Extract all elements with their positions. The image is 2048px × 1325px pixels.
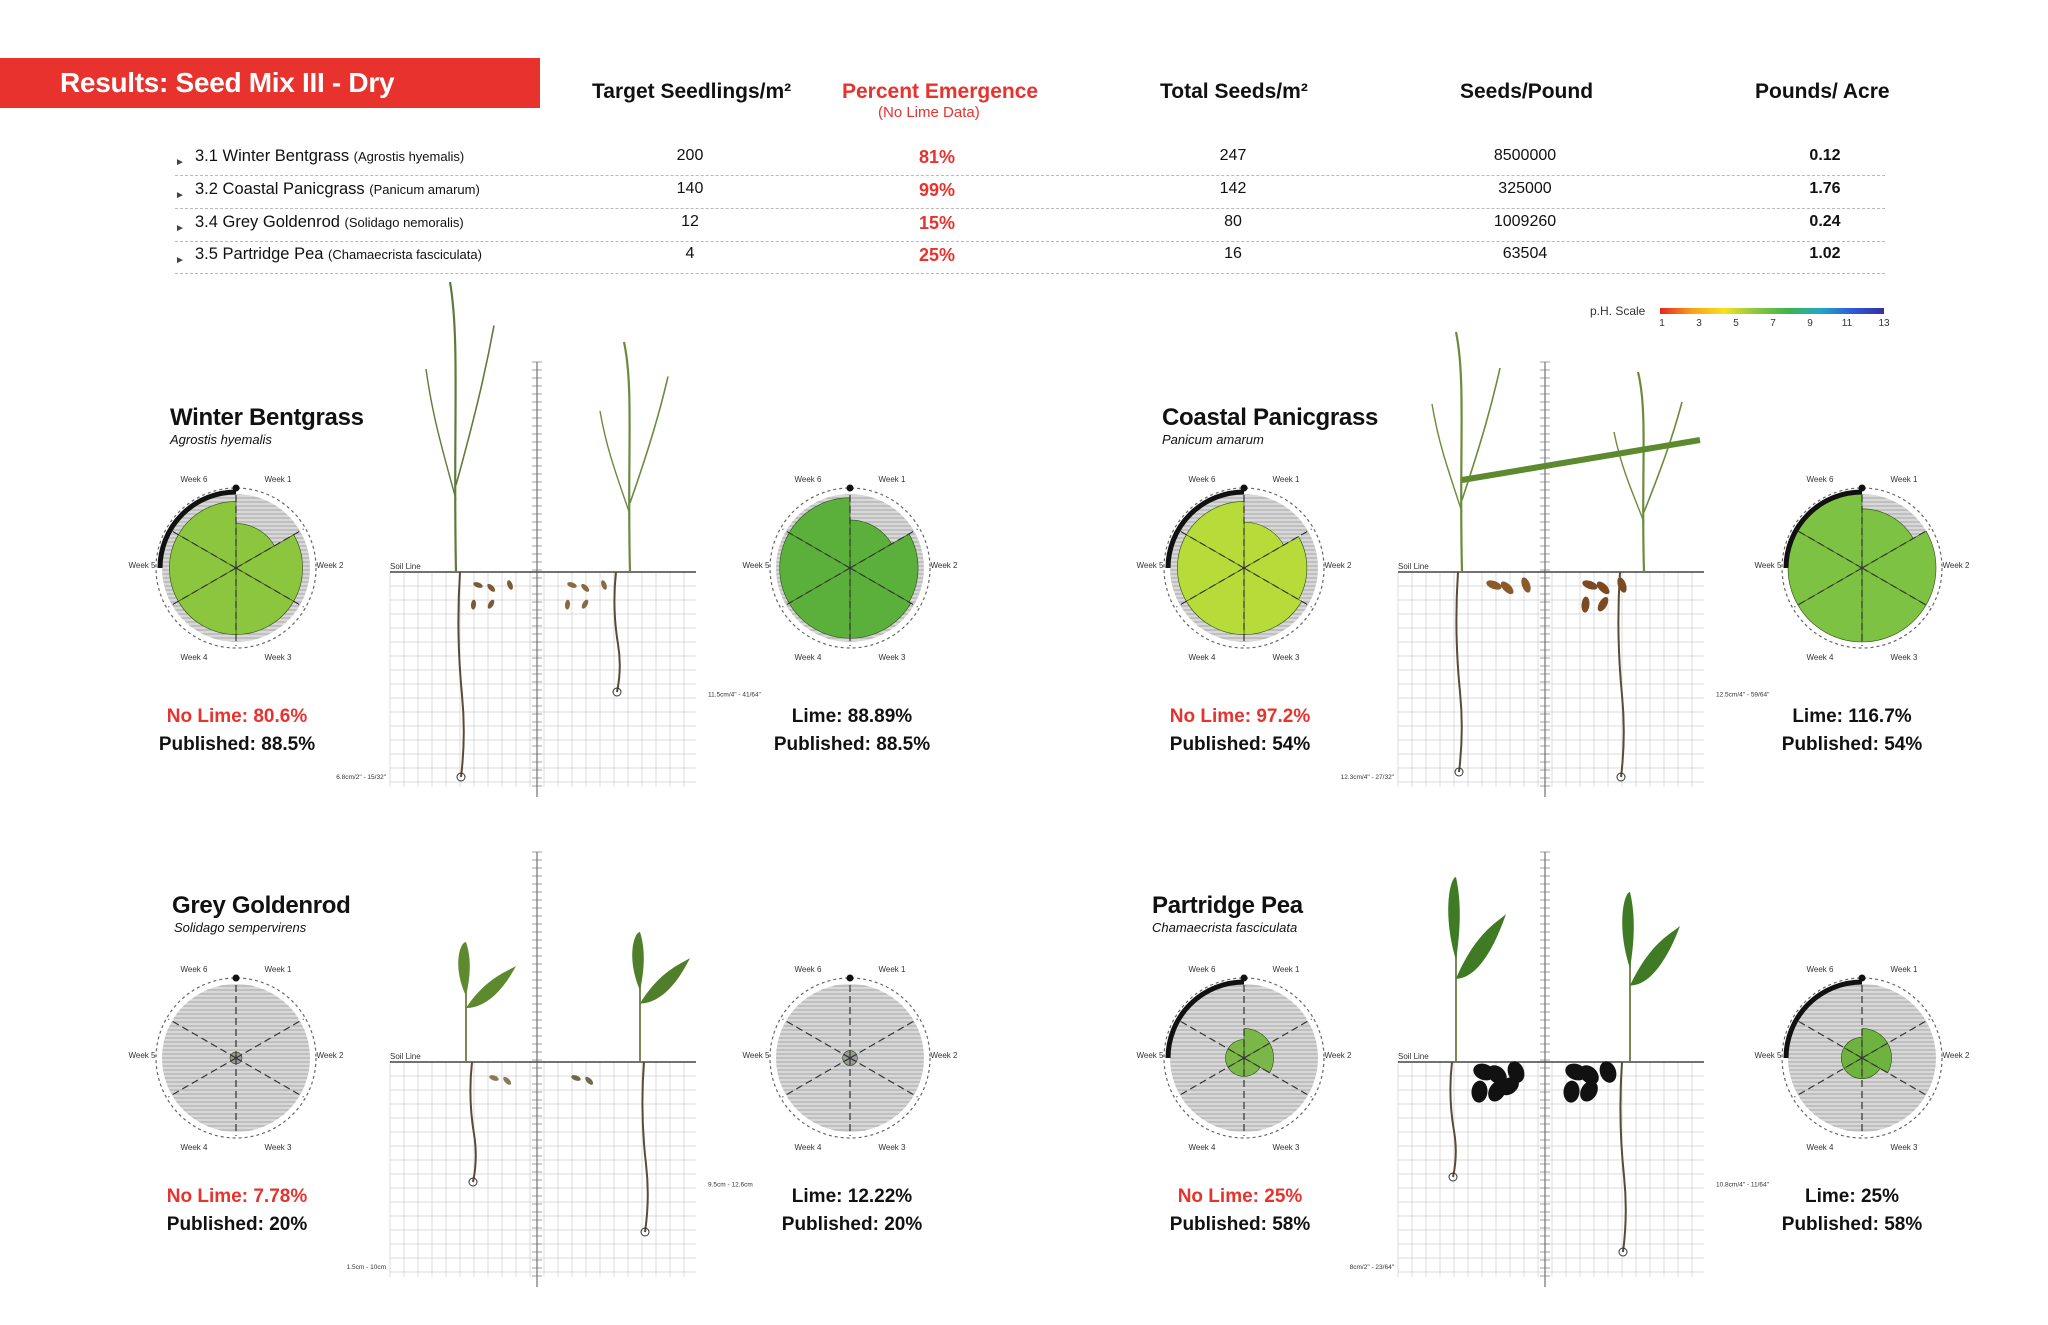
root-growth-grid xyxy=(336,362,761,797)
seed xyxy=(1485,579,1503,592)
row-target: 4 xyxy=(685,245,695,262)
plant-leaf xyxy=(600,411,630,515)
radial-start-dot xyxy=(233,975,240,982)
seed xyxy=(486,583,497,594)
roots-length-label: 6.8cm/2" - 15/32" xyxy=(336,774,386,781)
col-seeds-pound: Seeds/Pound xyxy=(1460,80,1594,103)
no-lime-stat: No Lime: 97.2% xyxy=(1169,706,1311,727)
root xyxy=(614,572,619,692)
radial-start-dot xyxy=(1241,485,1248,492)
roots-length-label: 9.5cm - 12.6cm xyxy=(708,1181,753,1189)
radial-week-label: Week 1 xyxy=(264,475,292,484)
radial-week-label: Week 6 xyxy=(1188,475,1216,484)
seed-cluster xyxy=(1485,576,1532,596)
soil-line-label: Soil Line xyxy=(390,562,421,571)
species-title: Winter Bentgrass xyxy=(170,404,364,431)
radial-week-label: Week 6 xyxy=(180,965,208,974)
radial-week-label: Week 2 xyxy=(930,1051,958,1060)
row-target: 140 xyxy=(676,180,704,197)
published-stat: Published: 58% xyxy=(1781,1214,1923,1235)
ph-tick: 13 xyxy=(1878,318,1890,329)
row-target: 200 xyxy=(676,147,704,164)
radial-week-label: Week 1 xyxy=(264,965,292,974)
radial-week-chart xyxy=(129,475,345,662)
seed xyxy=(580,583,591,594)
radial-start-dot xyxy=(847,485,854,492)
radial-week-label: Week 4 xyxy=(794,1143,822,1152)
lime-stat: Lime: 12.22% xyxy=(791,1186,913,1207)
species-sci-name: Chamaecrista fasciculata xyxy=(1152,920,1298,935)
seedling-plant xyxy=(1448,877,1506,1062)
radial-week-label: Week 2 xyxy=(1324,561,1352,570)
plant-stem xyxy=(1638,372,1644,572)
row-emergence: 81% xyxy=(918,147,956,167)
seed xyxy=(1471,1080,1489,1103)
seed xyxy=(1581,579,1599,592)
published-stat: Published: 58% xyxy=(1169,1214,1311,1235)
ph-tick: 3 xyxy=(1696,318,1702,329)
species-title: Coastal Panicgrass xyxy=(1162,404,1379,431)
no-lime-stat: No Lime: 25% xyxy=(1177,1186,1303,1207)
row-species: 3.2 Coastal Panicgrass (Panicum amarum) xyxy=(195,180,480,198)
radial-week-label: Week 6 xyxy=(794,475,822,484)
radial-week-label: Week 2 xyxy=(930,561,958,570)
published-stat: Published: 54% xyxy=(1169,734,1311,755)
radial-week-label: Week 6 xyxy=(1806,965,1834,974)
row-emergence: 15% xyxy=(918,213,956,233)
plant-leaf xyxy=(1456,914,1506,979)
no-lime-stat: No Lime: 80.6% xyxy=(166,706,308,727)
lime-stat: Lime: 88.89% xyxy=(791,706,913,727)
radial-week-chart xyxy=(1755,475,1971,662)
radial-week-label: Week 4 xyxy=(180,653,208,662)
roots-length-label: 10.8cm/4" - 11/64" xyxy=(1716,1181,1769,1189)
seed-cluster xyxy=(1471,1059,1528,1105)
published-stat: Published: 20% xyxy=(781,1214,923,1235)
ph-tick: 11 xyxy=(1841,318,1853,329)
ph-tick: 1 xyxy=(1659,318,1665,329)
species-title: Grey Goldenrod xyxy=(172,892,351,919)
no-lime-stat: No Lime: 7.78% xyxy=(166,1186,308,1207)
published-stat: Published: 88.5% xyxy=(158,734,316,755)
species-sci-name: Panicum amarum xyxy=(1162,432,1264,447)
col-pounds-acre: Pounds/ Acre xyxy=(1755,80,1890,103)
soil-line-label: Soil Line xyxy=(1398,562,1429,571)
ph-scale-title: p.H. Scale xyxy=(1590,304,1646,318)
row-emergence: 25% xyxy=(918,245,956,265)
radial-week-label: Week 6 xyxy=(1188,965,1216,974)
radial-week-label: Week 5 xyxy=(128,561,156,570)
seed xyxy=(1581,596,1590,613)
seedling-plant xyxy=(632,932,690,1062)
root-growth-grid xyxy=(1350,852,1770,1287)
species-sci-name: Solidago sempervirens xyxy=(174,920,307,935)
radial-week-label: Week 1 xyxy=(1890,965,1918,974)
row-total: 247 xyxy=(1219,147,1247,164)
row-total: 142 xyxy=(1219,180,1247,197)
radial-week-label: Week 5 xyxy=(742,561,770,570)
ph-tick: 5 xyxy=(1733,318,1739,329)
radial-week-label: Week 4 xyxy=(1806,653,1834,662)
radial-week-label: Week 1 xyxy=(878,965,906,974)
seedling-plant xyxy=(1432,332,1500,572)
seedling-plant xyxy=(426,282,494,572)
row-target: 12 xyxy=(681,213,699,230)
results-title-banner: Results: Seed Mix III - Dry Specialists xyxy=(0,58,540,108)
radial-week-label: Week 1 xyxy=(878,475,906,484)
roots-length-label: 1.5cm - 10cm xyxy=(346,1264,386,1271)
row-seeds-pound: 63504 xyxy=(1502,245,1548,262)
plant-leaf xyxy=(458,942,470,996)
seed xyxy=(1520,576,1533,594)
radial-week-label: Week 5 xyxy=(1136,561,1164,570)
radial-week-label: Week 5 xyxy=(128,1051,156,1060)
row-species: 3.1 Winter Bentgrass (Agrostis hyemalis) xyxy=(195,147,465,165)
plant-leaf xyxy=(1448,877,1460,960)
plant-stem xyxy=(450,282,456,572)
ph-tick: 9 xyxy=(1807,318,1813,329)
seedling-plant xyxy=(600,342,668,572)
plant-leaf xyxy=(1630,926,1680,986)
col-emergence-note: (No Lime Data) xyxy=(878,104,980,121)
root xyxy=(1618,572,1623,777)
ph-tick: 7 xyxy=(1770,318,1776,329)
radial-week-label: Week 3 xyxy=(878,653,906,662)
row-total: 80 xyxy=(1224,213,1242,230)
row-pounds-acre: 1.76 xyxy=(1809,180,1841,197)
root xyxy=(1456,572,1461,772)
plant-leaf xyxy=(1432,404,1462,512)
bullet-icon: ► xyxy=(175,157,185,168)
plant-leaf xyxy=(630,377,668,504)
root xyxy=(1620,1062,1625,1252)
plant-leaf xyxy=(1644,402,1682,512)
radial-week-chart xyxy=(743,475,959,662)
radial-week-label: Week 4 xyxy=(1188,1143,1216,1152)
row-pounds-acre: 0.24 xyxy=(1809,213,1841,230)
root xyxy=(470,1062,475,1182)
seed xyxy=(506,579,514,590)
lime-stat: Lime: 25% xyxy=(1805,1186,1899,1207)
radial-week-label: Week 3 xyxy=(264,1143,292,1152)
row-pounds-acre: 1.02 xyxy=(1809,245,1841,262)
seed-cluster xyxy=(1563,1059,1620,1105)
species-sci-name: Agrostis hyemalis xyxy=(170,432,272,447)
radial-start-dot xyxy=(1859,975,1866,982)
radial-week-label: Week 4 xyxy=(1188,653,1216,662)
roots-length-label: 12.3cm/4" - 27/32" xyxy=(1340,774,1394,781)
seed xyxy=(1563,1080,1581,1103)
root-growth-grid xyxy=(1341,362,1770,797)
published-stat: Published: 54% xyxy=(1781,734,1923,755)
radial-start-dot xyxy=(1241,975,1248,982)
radial-week-label: Week 5 xyxy=(1754,1051,1782,1060)
radial-week-label: Week 2 xyxy=(1942,1051,1970,1060)
radial-week-chart xyxy=(743,965,959,1152)
row-total: 16 xyxy=(1224,245,1242,262)
radial-week-label: Week 1 xyxy=(1272,475,1300,484)
radial-week-chart xyxy=(129,965,345,1152)
root xyxy=(642,1062,647,1232)
roots-length-label: 11.5cm/4" - 41/64" xyxy=(708,691,761,699)
row-emergence: 99% xyxy=(918,180,956,200)
plant-leaf xyxy=(456,326,494,486)
seed-cluster xyxy=(1581,576,1629,613)
plant-leaf xyxy=(1614,432,1644,522)
radial-start-dot xyxy=(1859,485,1866,492)
seed xyxy=(1597,1059,1620,1085)
root xyxy=(458,572,463,777)
radial-week-label: Week 2 xyxy=(1324,1051,1352,1060)
soil-line-label: Soil Line xyxy=(390,1052,421,1061)
published-stat: Published: 88.5% xyxy=(773,734,931,755)
radial-week-label: Week 3 xyxy=(878,1143,906,1152)
roots-length-label: 8cm/2" - 23/64" xyxy=(1349,1264,1394,1271)
radial-start-dot xyxy=(847,975,854,982)
seed xyxy=(1616,576,1629,594)
lime-stat: Lime: 116.7% xyxy=(1792,706,1912,727)
radial-week-label: Week 5 xyxy=(1136,1051,1164,1060)
radial-week-label: Week 5 xyxy=(742,1051,770,1060)
seed-cluster xyxy=(471,579,514,609)
row-pounds-acre: 0.12 xyxy=(1809,147,1841,164)
seed xyxy=(584,1076,595,1087)
seed xyxy=(502,1076,513,1087)
row-species: 3.5 Partridge Pea (Chamaecrista fasciculata) xyxy=(195,245,482,263)
soil-line-label: Soil Line xyxy=(1398,1052,1429,1061)
plant-stem xyxy=(1456,332,1462,572)
row-seeds-pound: 8500000 xyxy=(1493,147,1557,164)
plant-stem xyxy=(624,342,630,572)
radial-week-chart xyxy=(1137,475,1353,662)
radial-week-label: Week 3 xyxy=(1890,1143,1918,1152)
col-total-seeds: Total Seeds/m² xyxy=(1160,80,1308,103)
published-stat: Published: 20% xyxy=(166,1214,308,1235)
radial-week-label: Week 2 xyxy=(316,561,344,570)
radial-week-chart xyxy=(1137,965,1353,1152)
radial-week-label: Week 1 xyxy=(1890,475,1918,484)
col-percent-emergence: Percent Emergence xyxy=(842,80,1039,103)
radial-week-label: Week 2 xyxy=(316,1051,344,1060)
seed xyxy=(600,579,608,590)
seed xyxy=(488,1074,499,1082)
col-target-seedlings: Target Seedlings/m² xyxy=(592,80,792,103)
radial-week-label: Week 6 xyxy=(1806,475,1834,484)
seedling-plant xyxy=(458,942,516,1062)
plant-leaf xyxy=(426,369,456,500)
row-species: 3.4 Grey Goldenrod (Solidago nemoralis) xyxy=(195,213,464,231)
bullet-icon: ► xyxy=(175,255,185,266)
seedling-plant xyxy=(1614,372,1682,572)
radial-week-label: Week 4 xyxy=(1806,1143,1834,1152)
radial-week-label: Week 2 xyxy=(1942,561,1970,570)
row-seeds-pound: 1009260 xyxy=(1493,213,1557,230)
radial-week-label: Week 3 xyxy=(1890,653,1918,662)
radial-week-label: Week 6 xyxy=(794,965,822,974)
seed xyxy=(565,599,571,609)
plant-leaf xyxy=(466,966,516,1008)
radial-week-label: Week 6 xyxy=(180,475,208,484)
bullet-icon: ► xyxy=(175,190,185,201)
seed xyxy=(471,599,477,609)
radial-week-label: Week 3 xyxy=(1272,1143,1300,1152)
row-seeds-pound: 325000 xyxy=(1498,180,1552,197)
radial-week-chart xyxy=(1755,965,1971,1152)
radial-week-label: Week 4 xyxy=(794,653,822,662)
species-title: Partridge Pea xyxy=(1152,892,1303,919)
radial-week-label: Week 3 xyxy=(1272,653,1300,662)
plant-leaf xyxy=(632,932,644,991)
plant-leaf xyxy=(640,958,690,1004)
root-growth-grid xyxy=(347,852,753,1287)
roots-length-label: 12.5cm/4" - 59/64" xyxy=(1716,691,1770,699)
radial-week-label: Week 3 xyxy=(264,653,292,662)
radial-week-label: Week 5 xyxy=(1754,561,1782,570)
plant-leaf xyxy=(1622,892,1634,969)
seedling-plant xyxy=(1622,892,1680,1062)
radial-week-label: Week 1 xyxy=(1272,965,1300,974)
radial-start-dot xyxy=(233,485,240,492)
bullet-icon: ► xyxy=(175,223,185,234)
radial-week-label: Week 4 xyxy=(180,1143,208,1152)
